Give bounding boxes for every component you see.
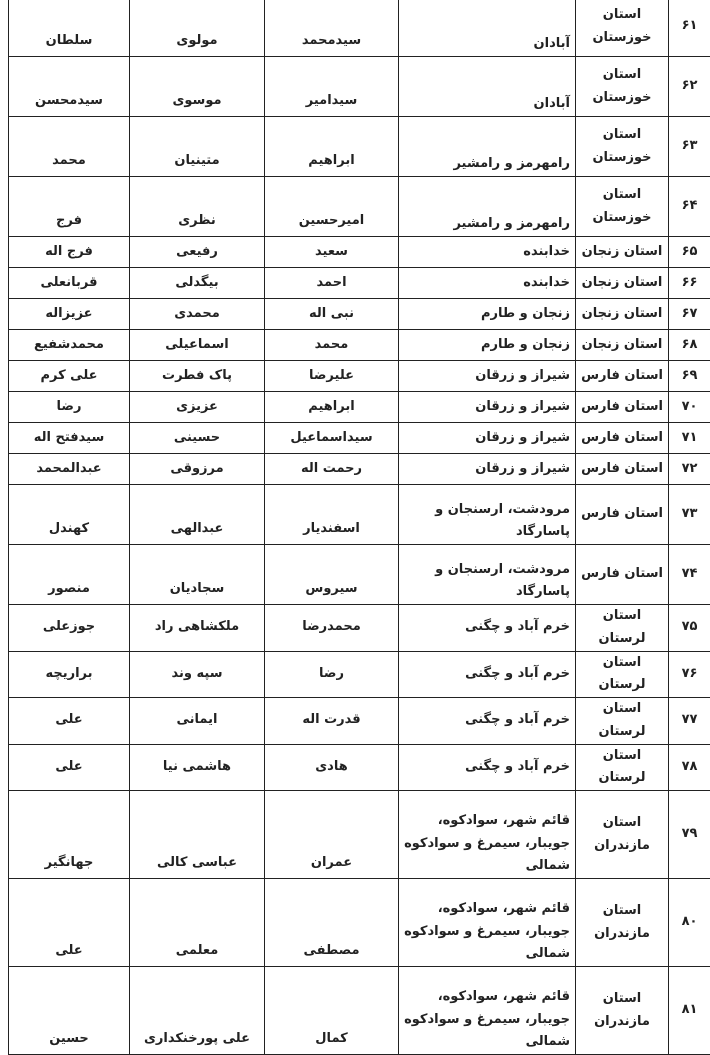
first-name-cell: نبی اله (265, 299, 399, 330)
row-number: ۷۰ (669, 392, 710, 423)
first-name-cell: ابراهیم (265, 117, 399, 177)
row-number: ۷۶ (669, 651, 710, 698)
table-row (9, 651, 710, 698)
table-row (9, 485, 710, 545)
city-cell: زنجان و طارم (399, 299, 576, 330)
last-name-cell: پاک فطرت (130, 361, 265, 392)
first-name-cell: رحمت اله (265, 454, 399, 485)
table-row (9, 237, 710, 268)
row-number: ۷۸ (669, 744, 710, 791)
city-cell: شیراز و زرقان (399, 392, 576, 423)
city-cell: زنجان و طارم (399, 330, 576, 361)
row-number: ۶۸ (669, 330, 710, 361)
province-cell: استان خوزستان (576, 117, 669, 177)
father-name-cell: عبدالمحمد (9, 454, 130, 485)
last-name-cell: بیگدلی (130, 268, 265, 299)
province-cell: استان زنجان (576, 268, 669, 299)
city-cell: آبادان (399, 0, 576, 57)
last-name-cell: حسینی (130, 423, 265, 454)
father-name-cell: سیدمحسن (9, 57, 130, 117)
table-row (9, 117, 710, 177)
row-number: ۶۶ (669, 268, 710, 299)
table-row (9, 605, 710, 652)
last-name-cell: اسماعیلی (130, 330, 265, 361)
city-cell: قائم شهر، سوادکوه، جویبار، سیمرغ و سوادکوه شمالی (399, 879, 576, 967)
row-number: ۶۲ (669, 57, 710, 117)
table-row (9, 423, 710, 454)
province-cell: استان خوزستان (576, 0, 669, 57)
father-name-cell: علی کرم (9, 361, 130, 392)
table-row (9, 392, 710, 423)
last-name-cell: عباسی کالی (130, 791, 265, 879)
father-name-cell: عزیزاله (9, 299, 130, 330)
last-name-cell: ایمانی (130, 698, 265, 745)
province-cell: استان مازندران (576, 967, 669, 1055)
father-name-cell: سیدفتح اله (9, 423, 130, 454)
province-cell: استان لرستان (576, 744, 669, 791)
table-row (9, 0, 710, 57)
row-number: ۶۴ (669, 177, 710, 237)
row-number: ۶۹ (669, 361, 710, 392)
father-name-cell: فرج (9, 177, 130, 237)
city-cell: خرم آباد و چگنی (399, 651, 576, 698)
province-cell: استان فارس (576, 454, 669, 485)
city-cell: خدابنده (399, 237, 576, 268)
row-number: ۸۰ (669, 879, 710, 967)
last-name-cell: سجادیان (130, 545, 265, 605)
table-row (9, 299, 710, 330)
city-cell: خرم آباد و چگنی (399, 605, 576, 652)
table-row (9, 177, 710, 237)
province-cell: استان مازندران (576, 791, 669, 879)
province-cell: استان خوزستان (576, 177, 669, 237)
city-cell: شیراز و زرقان (399, 361, 576, 392)
father-name-cell: علی (9, 879, 130, 967)
first-name-cell: علیرضا (265, 361, 399, 392)
father-name-cell: فرج اله (9, 237, 130, 268)
last-name-cell: مولوی (130, 0, 265, 57)
father-name-cell: جهانگیر (9, 791, 130, 879)
table-row (9, 361, 710, 392)
province-cell: استان خوزستان (576, 57, 669, 117)
father-name-cell: علی (9, 744, 130, 791)
city-cell: خرم آباد و چگنی (399, 744, 576, 791)
first-name-cell: رضا (265, 651, 399, 698)
last-name-cell: سپه وند (130, 651, 265, 698)
row-number: ۷۱ (669, 423, 710, 454)
last-name-cell: هاشمی نیا (130, 744, 265, 791)
province-cell: استان زنجان (576, 330, 669, 361)
province-cell: استان لرستان (576, 651, 669, 698)
row-number: ۷۴ (669, 545, 710, 605)
first-name-cell: قدرت اله (265, 698, 399, 745)
first-name-cell: سیدمحمد (265, 0, 399, 57)
first-name-cell: امیرحسین (265, 177, 399, 237)
father-name-cell: منصور (9, 545, 130, 605)
table-row (9, 791, 710, 879)
last-name-cell: محمدی (130, 299, 265, 330)
last-name-cell: موسوی (130, 57, 265, 117)
province-cell: استان مازندران (576, 879, 669, 967)
table-row (9, 268, 710, 299)
first-name-cell: عمران (265, 791, 399, 879)
father-name-cell: محمدشفیع (9, 330, 130, 361)
row-number: ۶۷ (669, 299, 710, 330)
province-cell: استان لرستان (576, 698, 669, 745)
table-row (9, 698, 710, 745)
city-cell: شیراز و زرقان (399, 454, 576, 485)
city-cell: خدابنده (399, 268, 576, 299)
first-name-cell: اسفندیار (265, 485, 399, 545)
city-cell: مرودشت، ارسنجان و پاسارگاد (399, 545, 576, 605)
province-cell: استان فارس (576, 361, 669, 392)
province-cell: استان زنجان (576, 237, 669, 268)
first-name-cell: سعید (265, 237, 399, 268)
city-cell: قائم شهر، سوادکوه، جویبار، سیمرغ و سوادکوه شمالی (399, 967, 576, 1055)
father-name-cell: براریچه (9, 651, 130, 698)
row-number: ۷۵ (669, 605, 710, 652)
first-name-cell: محمدرضا (265, 605, 399, 652)
province-cell: استان فارس (576, 392, 669, 423)
father-name-cell: محمد (9, 117, 130, 177)
row-number: ۷۳ (669, 485, 710, 545)
city-cell: قائم شهر، سوادکوه، جویبار، سیمرغ و سوادکوه شمالی (399, 791, 576, 879)
table-row (9, 57, 710, 117)
last-name-cell: عزیزی (130, 392, 265, 423)
father-name-cell: قربانعلی (9, 268, 130, 299)
first-name-cell: سیروس (265, 545, 399, 605)
table-row (9, 879, 710, 967)
province-cell: استان زنجان (576, 299, 669, 330)
city-cell: شیراز و زرقان (399, 423, 576, 454)
first-name-cell: کمال (265, 967, 399, 1055)
row-number: ۶۳ (669, 117, 710, 177)
province-cell: استان لرستان (576, 605, 669, 652)
table-row (9, 454, 710, 485)
city-cell: مرودشت، ارسنجان و پاسارگاد (399, 485, 576, 545)
last-name-cell: عبدالهی (130, 485, 265, 545)
candidates-table (8, 0, 710, 1055)
row-number: ۷۲ (669, 454, 710, 485)
first-name-cell: محمد (265, 330, 399, 361)
last-name-cell: علی پورخنکداری (130, 967, 265, 1055)
row-number: ۶۵ (669, 237, 710, 268)
last-name-cell: رفیعی (130, 237, 265, 268)
row-number: ۷۹ (669, 791, 710, 879)
province-cell: استان فارس (576, 485, 669, 545)
city-cell: رامهرمز و رامشیر (399, 117, 576, 177)
last-name-cell: ملکشاهی راد (130, 605, 265, 652)
row-number: ۶۱ (669, 0, 710, 57)
table-row (9, 967, 710, 1055)
first-name-cell: مصطفی (265, 879, 399, 967)
first-name-cell: احمد (265, 268, 399, 299)
province-cell: استان فارس (576, 545, 669, 605)
last-name-cell: نظری (130, 177, 265, 237)
first-name-cell: ابراهیم (265, 392, 399, 423)
father-name-cell: رضا (9, 392, 130, 423)
row-number: ۸۱ (669, 967, 710, 1055)
row-number: ۷۷ (669, 698, 710, 745)
city-cell: رامهرمز و رامشیر (399, 177, 576, 237)
last-name-cell: متینیان (130, 117, 265, 177)
last-name-cell: معلمی (130, 879, 265, 967)
province-cell: استان فارس (576, 423, 669, 454)
father-name-cell: حسین (9, 967, 130, 1055)
table-row (9, 744, 710, 791)
father-name-cell: جوزعلی (9, 605, 130, 652)
first-name-cell: هادی (265, 744, 399, 791)
father-name-cell: سلطان (9, 0, 130, 57)
table-row (9, 545, 710, 605)
first-name-cell: سیداسماعیل (265, 423, 399, 454)
table-row (9, 330, 710, 361)
last-name-cell: مرزوقی (130, 454, 265, 485)
father-name-cell: کهندل (9, 485, 130, 545)
first-name-cell: سیدامیر (265, 57, 399, 117)
city-cell: آبادان (399, 57, 576, 117)
father-name-cell: علی (9, 698, 130, 745)
city-cell: خرم آباد و چگنی (399, 698, 576, 745)
